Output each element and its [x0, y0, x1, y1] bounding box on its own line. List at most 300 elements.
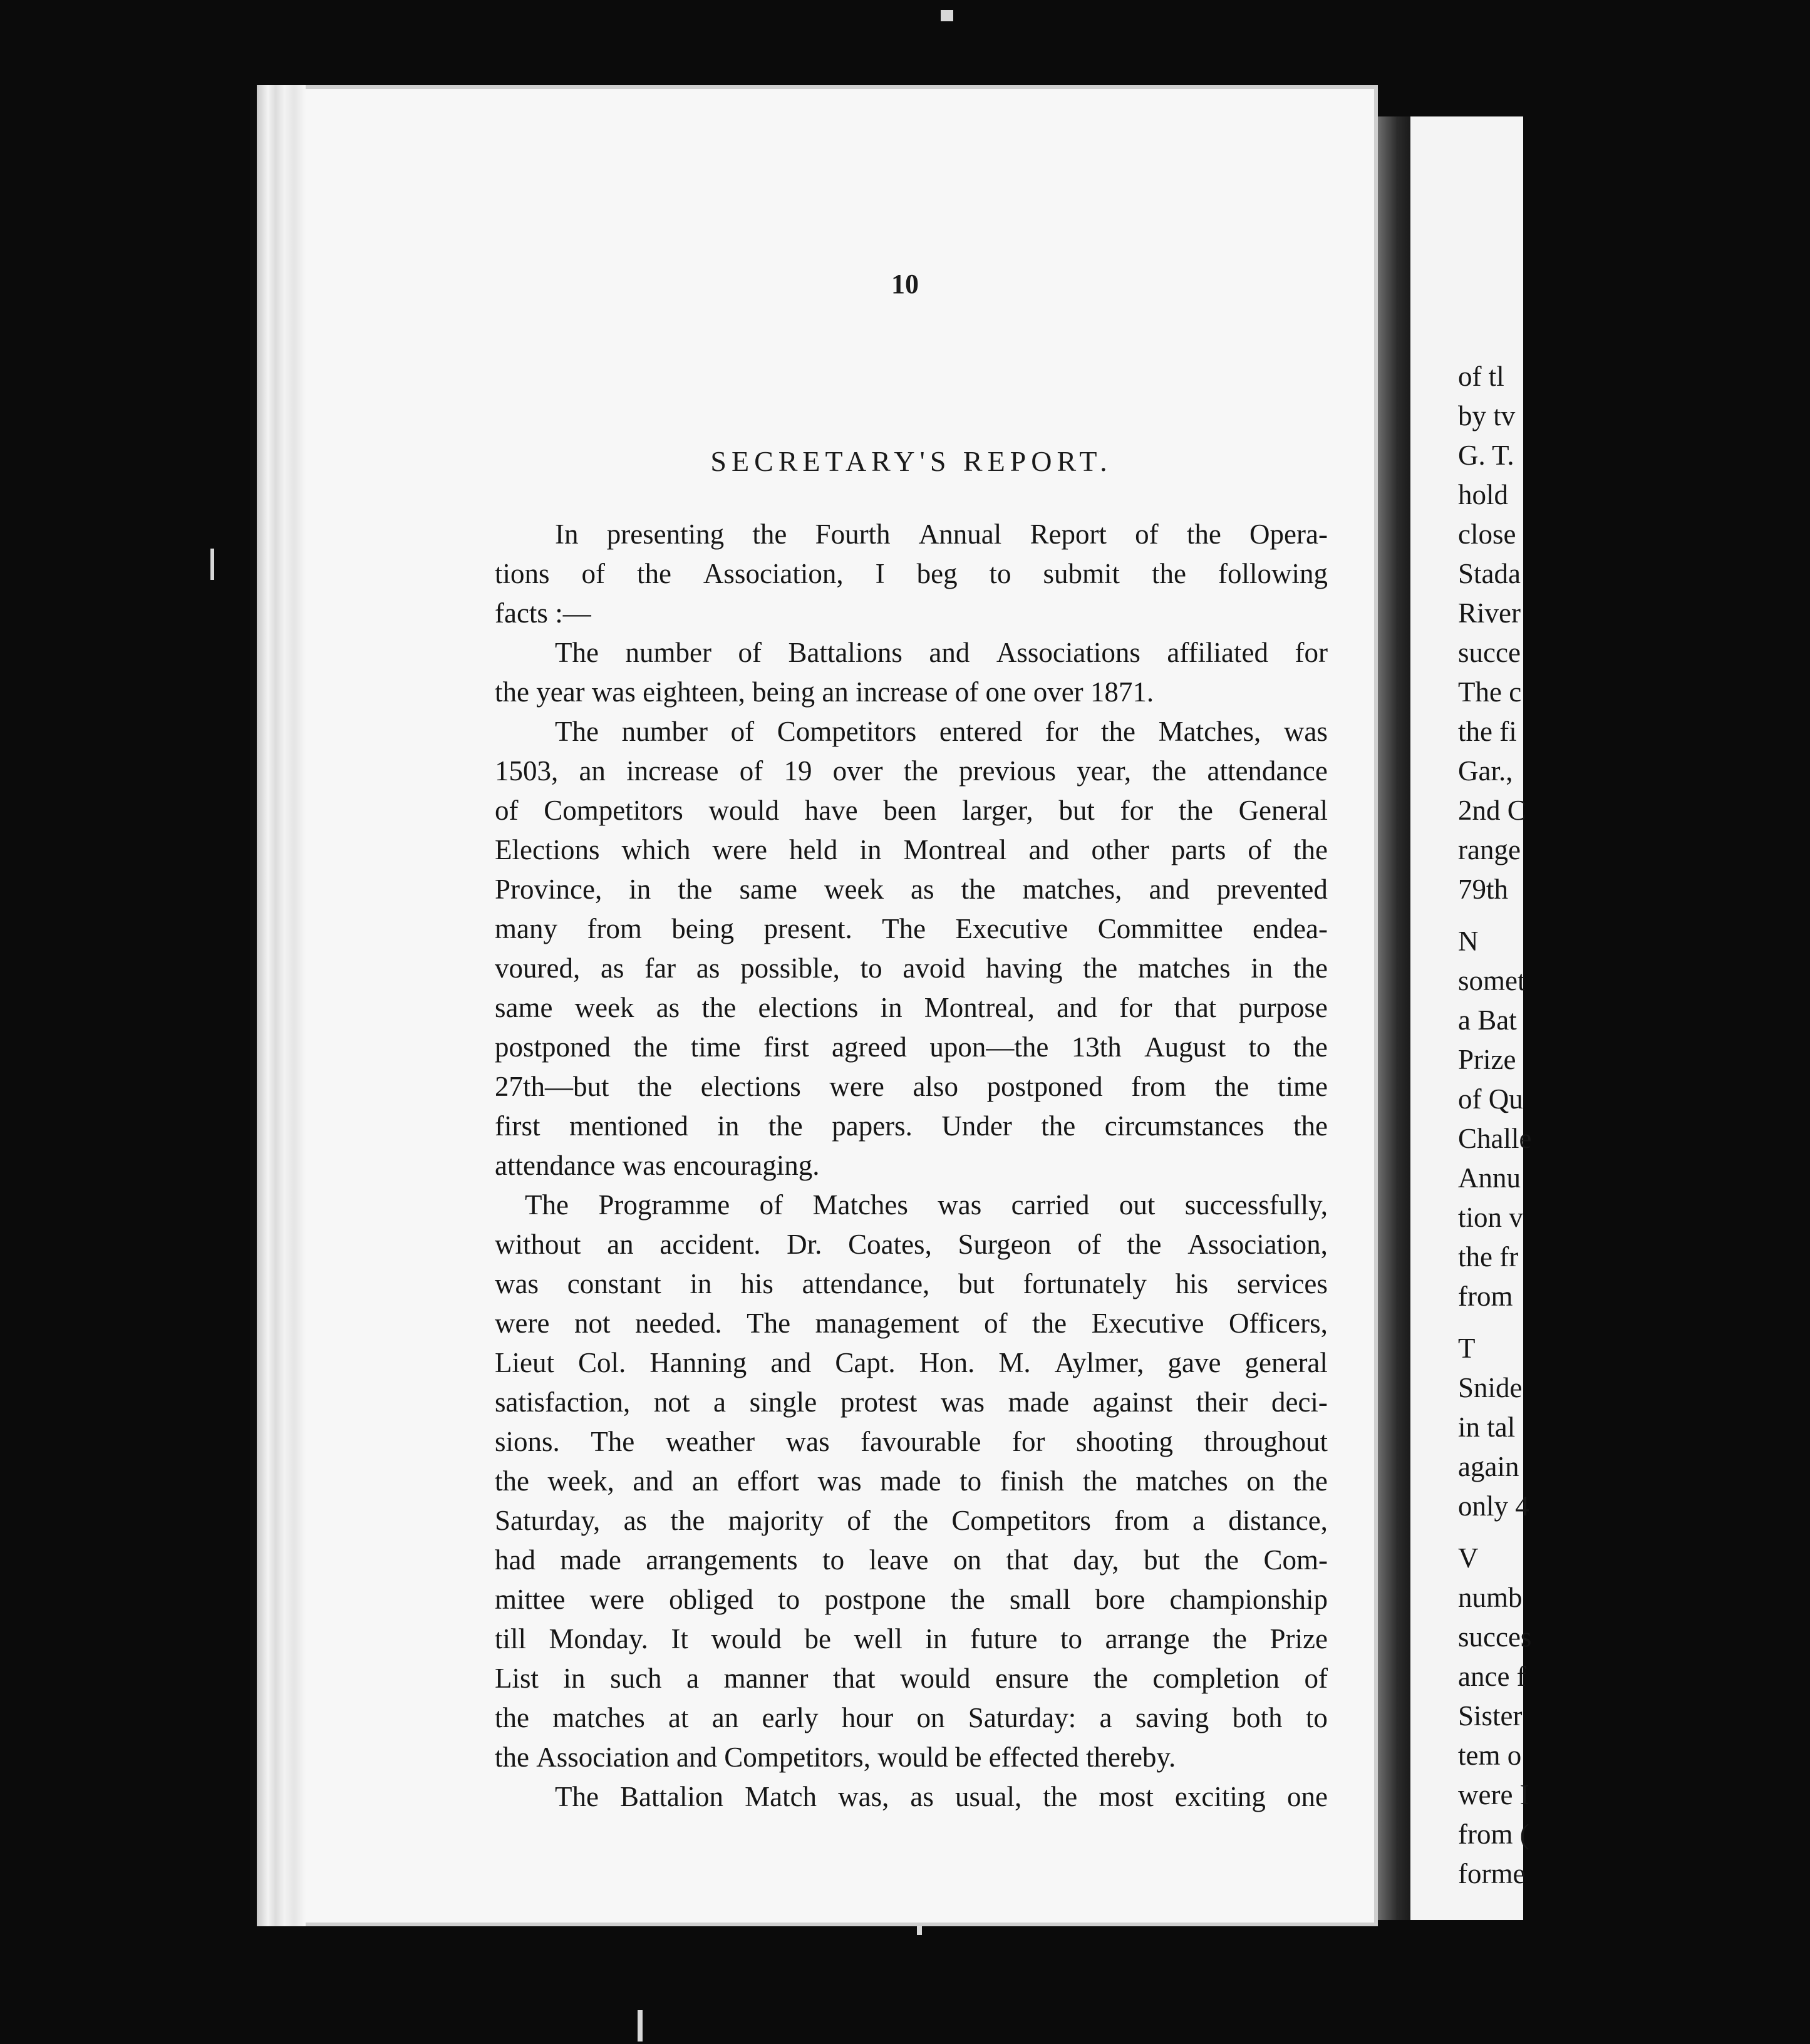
word: year,: [1077, 755, 1132, 787]
facing-page-line: hold: [1458, 479, 1509, 510]
word: Dr.: [787, 1229, 822, 1260]
word: of: [1304, 1663, 1328, 1694]
word: made: [560, 1544, 621, 1576]
word: the: [1213, 1623, 1247, 1654]
word: favourable: [861, 1426, 981, 1457]
facing-page-line: succes: [1458, 1621, 1532, 1653]
word: over: [1033, 676, 1090, 708]
book-gutter: [1378, 116, 1410, 1920]
word: was: [817, 1465, 862, 1497]
word: General: [1238, 795, 1328, 826]
word: The: [882, 913, 926, 944]
word: championship: [1169, 1584, 1328, 1615]
word: for: [1120, 795, 1154, 826]
word: on: [916, 1702, 945, 1733]
word: leave: [869, 1544, 929, 1576]
word: would: [711, 1623, 782, 1654]
facing-page-line: the fi: [1458, 716, 1517, 747]
facing-page-line: again: [1458, 1451, 1519, 1482]
word: to: [1248, 1031, 1271, 1063]
text-line: [495, 633, 1328, 673]
facing-page-line: tion v: [1458, 1202, 1523, 1233]
word: Competitors: [544, 795, 683, 826]
word: Committee: [1097, 913, 1223, 944]
text-line: [495, 1225, 1328, 1264]
word: It: [671, 1623, 688, 1654]
word: the: [636, 558, 671, 589]
word: the: [1152, 558, 1187, 589]
word: one: [1286, 1781, 1328, 1812]
facing-page-line: were I: [1458, 1779, 1529, 1810]
facing-page-line: The c: [1458, 676, 1522, 708]
word: in: [859, 834, 882, 865]
text-line: [495, 515, 1328, 554]
word: was: [495, 1268, 539, 1299]
word: the: [1293, 1465, 1328, 1497]
word: a: [713, 1386, 727, 1418]
word: Match: [745, 1781, 817, 1812]
word: far: [644, 952, 676, 984]
text-line: [495, 554, 1328, 594]
facing-page-line: Prize: [1458, 1044, 1516, 1075]
word: that: [833, 1663, 876, 1694]
word: the: [1083, 952, 1118, 984]
word: the: [1041, 1110, 1076, 1142]
word: the: [1293, 1110, 1328, 1142]
word: Matches,: [1158, 716, 1261, 747]
word: same: [495, 992, 553, 1023]
facing-page-line: [1458, 1316, 1531, 1329]
word: been: [883, 795, 937, 826]
word: constant: [567, 1268, 661, 1299]
text-line: [495, 1264, 1328, 1304]
word: matches,: [1022, 874, 1122, 905]
word: in: [1251, 952, 1273, 984]
word: over: [832, 755, 883, 787]
word: saving: [1135, 1702, 1209, 1733]
word: Matches: [812, 1189, 908, 1221]
word: for: [1295, 637, 1328, 668]
word: The: [555, 1781, 599, 1812]
word: Capt.: [835, 1347, 896, 1378]
word: Association: [536, 1742, 676, 1773]
word: elections: [700, 1071, 801, 1102]
word: endea-: [1253, 913, 1328, 944]
word: arrange: [1105, 1623, 1190, 1654]
word: Competitors: [951, 1505, 1091, 1536]
word: encouraging.: [673, 1150, 820, 1181]
word: and: [770, 1347, 812, 1378]
word: the: [1293, 1031, 1328, 1063]
word: beg: [916, 558, 958, 589]
word: in: [717, 1110, 740, 1142]
word: The: [525, 1189, 569, 1221]
word: the: [495, 1742, 537, 1773]
word: circumstances: [1104, 1110, 1264, 1142]
word: papers.: [832, 1110, 913, 1142]
word: general: [1244, 1347, 1328, 1378]
word: hour: [841, 1702, 894, 1733]
word: an: [579, 755, 606, 787]
word: for: [1045, 716, 1078, 747]
facing-page-line: the fr: [1458, 1241, 1519, 1272]
word: Hanning: [649, 1347, 747, 1378]
word: the: [950, 1584, 985, 1615]
word: small: [1009, 1584, 1071, 1615]
word: Saturday:: [968, 1702, 1077, 1733]
facing-page-line: T: [1458, 1333, 1476, 1364]
word: an: [607, 1229, 634, 1260]
facing-page-line: River: [1458, 597, 1521, 629]
word: made: [880, 1465, 941, 1497]
word: not: [653, 1386, 690, 1418]
word: the: [768, 1110, 803, 1142]
text-line: [495, 1146, 1328, 1185]
word: Col.: [578, 1347, 626, 1378]
word: an: [691, 1465, 719, 1497]
word: and: [676, 1742, 725, 1773]
text-line: [495, 1422, 1328, 1462]
word: increase: [856, 676, 955, 708]
word: in: [629, 874, 651, 905]
word: following: [1218, 558, 1328, 589]
word: the: [752, 519, 787, 550]
word: Associations: [996, 637, 1140, 668]
word: the: [495, 676, 537, 708]
word: The: [591, 1426, 635, 1457]
word: a: [686, 1663, 700, 1694]
word: the: [638, 1071, 673, 1102]
text-line: [495, 909, 1328, 949]
word: postpone: [824, 1584, 926, 1615]
word: a: [1099, 1702, 1112, 1733]
word: the: [701, 992, 737, 1023]
word: The: [747, 1308, 791, 1339]
facing-page-line: range: [1458, 834, 1521, 865]
word: be: [804, 1623, 831, 1654]
facing-page-line: in tal: [1458, 1412, 1516, 1443]
word: were: [829, 1071, 884, 1102]
word: carried: [1011, 1189, 1090, 1221]
word: manner: [723, 1663, 809, 1694]
word: Competitors: [777, 716, 917, 747]
facing-page-line: somet: [1458, 965, 1526, 996]
word: without: [495, 1229, 581, 1260]
word: number: [625, 637, 711, 668]
word: the: [1293, 952, 1328, 984]
word: of: [739, 755, 763, 787]
word: of: [730, 716, 755, 747]
text-line: [495, 1028, 1328, 1067]
word: the: [495, 1465, 529, 1497]
word: time: [1277, 1071, 1328, 1102]
word: as: [600, 952, 624, 984]
word: the: [903, 755, 938, 787]
word: Prize: [1270, 1623, 1328, 1654]
word: that: [1174, 992, 1217, 1023]
word: and: [633, 1465, 674, 1497]
word: In: [555, 519, 579, 550]
word: entered: [939, 716, 1023, 747]
word: submit: [1043, 558, 1120, 589]
word: majority: [728, 1505, 824, 1536]
word: exciting: [1174, 1781, 1266, 1812]
word: satisfaction,: [495, 1386, 631, 1418]
facing-page-line: Challe: [1458, 1123, 1532, 1154]
word: matches: [1138, 952, 1231, 984]
word: to: [822, 1544, 845, 1576]
word: The: [555, 637, 599, 668]
word: the: [1293, 834, 1328, 865]
word: elections: [758, 992, 859, 1023]
word: mentioned: [569, 1110, 688, 1142]
word: accident.: [659, 1229, 761, 1260]
word: services: [1236, 1268, 1328, 1299]
word: postponed: [986, 1071, 1103, 1102]
word: to: [1060, 1623, 1083, 1654]
word: being: [671, 913, 735, 944]
text-line: [495, 1619, 1328, 1659]
word: Officers,: [1229, 1308, 1328, 1339]
word: the: [894, 1505, 929, 1536]
word: for: [1119, 992, 1152, 1023]
word: deci-: [1271, 1386, 1328, 1418]
text-line: [495, 988, 1328, 1028]
word: also: [913, 1071, 958, 1102]
text-line: [495, 712, 1328, 751]
word: Aylmer,: [1054, 1347, 1144, 1378]
word: Elections: [495, 834, 600, 865]
word: Lieut: [495, 1347, 554, 1378]
word: Executive: [955, 913, 1068, 944]
word: would: [708, 795, 779, 826]
word: future: [970, 1623, 1038, 1654]
text-line: [495, 1659, 1328, 1698]
facing-page-line: N: [1458, 926, 1479, 957]
word: not: [574, 1308, 611, 1339]
word: attendance: [1207, 755, 1328, 787]
word: Association,: [703, 558, 844, 589]
word: the: [1043, 1781, 1078, 1812]
word: List: [495, 1663, 539, 1694]
word: early: [762, 1702, 819, 1733]
facing-page-line: ance f: [1458, 1661, 1526, 1692]
word: an: [822, 676, 856, 708]
text-line: [495, 594, 1328, 633]
facing-page-line: close: [1458, 519, 1516, 550]
word: had: [495, 1544, 535, 1576]
word: that: [1006, 1544, 1048, 1576]
word: to: [860, 952, 882, 984]
word: Coates,: [848, 1229, 932, 1260]
word: to: [778, 1584, 800, 1615]
word: week: [574, 992, 634, 1023]
word: effected: [988, 1742, 1086, 1773]
word: sions.: [495, 1426, 560, 1457]
word: Province,: [495, 874, 602, 905]
facing-page-line: forme: [1458, 1858, 1526, 1889]
word: the: [1178, 795, 1213, 826]
word: the: [1032, 1308, 1067, 1339]
word: upon—the: [929, 1031, 1049, 1063]
word: of: [984, 1308, 1008, 1339]
facing-page-line: Sister: [1458, 1700, 1523, 1732]
word: the: [1094, 1663, 1128, 1694]
word: Executive: [1091, 1308, 1204, 1339]
word: first: [763, 1031, 809, 1063]
word: prevented: [1216, 874, 1328, 905]
word: as: [623, 1505, 648, 1536]
scan-speck: [941, 10, 953, 21]
word: their: [1196, 1386, 1248, 1418]
word: the: [495, 1702, 529, 1733]
word: Hon.: [919, 1347, 975, 1378]
word: the: [1082, 1465, 1117, 1497]
word: mittee: [495, 1584, 566, 1615]
word: of: [954, 676, 986, 708]
word: presenting: [606, 519, 725, 550]
word: weather: [665, 1426, 755, 1457]
word: the: [1101, 716, 1135, 747]
word: but: [1144, 1544, 1180, 1576]
word: Surgeon: [958, 1229, 1052, 1260]
word: purpose: [1238, 992, 1328, 1023]
word: possible,: [740, 952, 840, 984]
word: held: [789, 834, 838, 865]
word: as: [656, 992, 680, 1023]
word: other: [1091, 834, 1149, 865]
word: would: [900, 1663, 971, 1694]
word: shooting: [1075, 1426, 1173, 1457]
word: as: [910, 1781, 934, 1812]
word: the: [1127, 1229, 1162, 1260]
word: arrangements: [646, 1544, 798, 1576]
word: such: [610, 1663, 662, 1694]
word: were: [589, 1584, 644, 1615]
word: but: [1058, 795, 1095, 826]
word: Report: [1030, 519, 1107, 550]
word: attendance: [495, 1150, 623, 1181]
word: of: [1077, 1229, 1101, 1260]
word: for: [1011, 1426, 1045, 1457]
word: successfully,: [1184, 1189, 1328, 1221]
word: at: [668, 1702, 689, 1733]
word: of: [847, 1505, 871, 1536]
page-title: SECRETARY'S REPORT.: [710, 445, 1112, 477]
word: in: [880, 992, 902, 1023]
word: from: [587, 913, 642, 944]
facing-page-line: 2nd C: [1458, 795, 1526, 826]
page-edge: [257, 85, 306, 1926]
word: the: [961, 874, 996, 905]
word: but: [958, 1268, 995, 1299]
word: 19: [783, 755, 812, 787]
word: the: [1152, 755, 1187, 787]
word: number: [621, 716, 708, 747]
word: increase: [626, 755, 719, 787]
word: from: [1114, 1505, 1169, 1536]
word: an: [711, 1702, 739, 1733]
word: facts: [495, 597, 556, 629]
text-line: [495, 1067, 1328, 1107]
text-line: [495, 1580, 1328, 1619]
word: Under: [941, 1110, 1012, 1142]
text-line: [495, 1107, 1328, 1146]
word: voured,: [495, 952, 581, 984]
word: of: [495, 795, 519, 826]
word: day,: [1073, 1544, 1119, 1576]
facing-page-line: by tv: [1458, 400, 1516, 431]
word: obliged: [669, 1584, 754, 1615]
text-line: [495, 830, 1328, 870]
word: Association,: [1187, 1229, 1328, 1260]
text-line: [495, 949, 1328, 988]
word: was: [938, 1189, 982, 1221]
word: one: [985, 676, 1033, 708]
word: the: [1214, 1071, 1249, 1102]
text-line: [495, 1383, 1328, 1422]
word: present.: [763, 913, 852, 944]
word: of: [759, 1189, 783, 1221]
scan-speck: [210, 549, 214, 580]
facing-page-line: [1458, 1526, 1531, 1539]
word: week,: [547, 1465, 614, 1497]
word: as: [911, 874, 934, 905]
word: time: [690, 1031, 741, 1063]
word: Montreal,: [924, 992, 1035, 1023]
word: agreed: [832, 1031, 907, 1063]
text-line: [495, 1462, 1328, 1501]
word: 27th—but: [495, 1071, 609, 1102]
word: of: [1135, 519, 1159, 550]
word: which: [621, 834, 691, 865]
text-line: [495, 1343, 1328, 1383]
word: :—: [555, 597, 591, 629]
word: throughout: [1204, 1426, 1328, 1457]
word: week: [824, 874, 884, 905]
facing-page-line: from: [1458, 1281, 1513, 1312]
word: usual,: [954, 1781, 1022, 1812]
word: made: [1008, 1386, 1070, 1418]
word: attendance,: [802, 1268, 930, 1299]
text-line: [495, 1698, 1328, 1738]
report-body: [495, 515, 1328, 1817]
facing-page-text: [1458, 357, 1531, 1894]
word: Battalions: [788, 637, 902, 668]
word: 1871.: [1090, 676, 1154, 708]
text-line: [495, 870, 1328, 909]
word: would: [877, 1742, 955, 1773]
text-line: [495, 751, 1328, 791]
word: postponed: [495, 1031, 611, 1063]
facing-page-line: Stada: [1458, 558, 1521, 589]
word: August: [1144, 1031, 1226, 1063]
facing-page-line: tem o: [1458, 1740, 1522, 1771]
facing-page-line: of Qu: [1458, 1083, 1523, 1115]
word: and: [1149, 874, 1190, 905]
word: ensure: [995, 1663, 1069, 1694]
facing-page-line: a Bat: [1458, 1004, 1517, 1036]
word: till: [495, 1623, 527, 1654]
word: matches: [552, 1702, 645, 1733]
facing-page-line: Snide: [1458, 1372, 1523, 1403]
word: the: [1186, 519, 1221, 550]
text-line: [495, 1777, 1328, 1817]
word: The: [555, 716, 599, 747]
word: Saturday,: [495, 1505, 601, 1536]
word: and: [929, 637, 970, 668]
facing-page-line: [1458, 909, 1531, 922]
